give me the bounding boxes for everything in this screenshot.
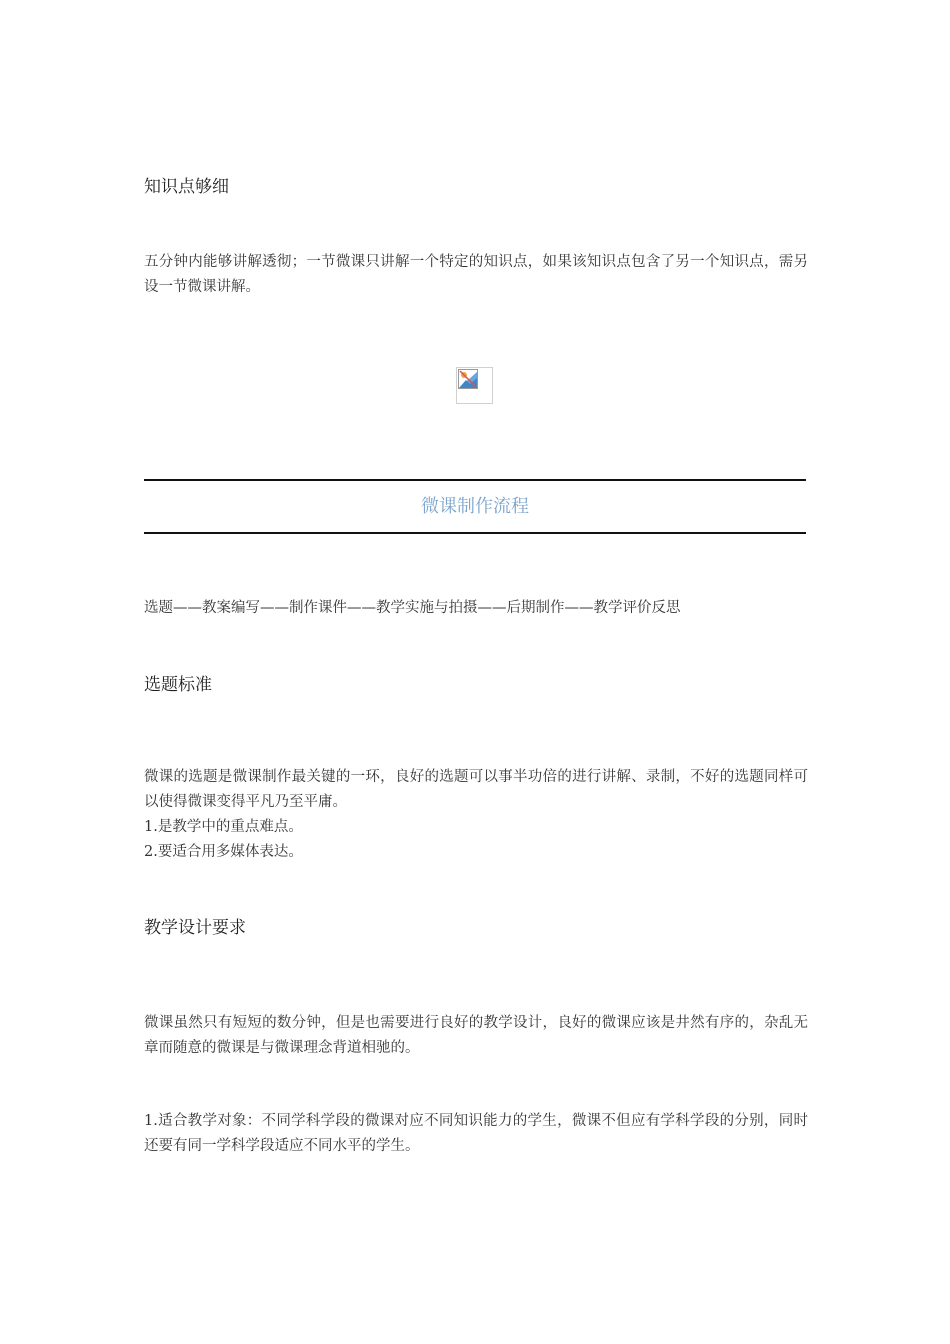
banner-title: 微课制作流程: [421, 496, 529, 517]
section-heading-knowledge: 知识点够细: [144, 177, 229, 197]
topic-paragraph: [144, 765, 808, 865]
design-body-text: 微课虽然只有短短的数分钟，但是也需要进行良好的教学设计，良好的微课应该是井然有序的，杂乱无章而随意的微课是与微课理念背道相驰的。: [144, 1015, 808, 1056]
process-paragraph: [144, 596, 808, 621]
design-list-item: 1.适合教学对象：不同学科学段的微课对应不同知识能力的学生，微课不但应有学科学段的分别，同时还要有同一学科学段适应不同水平的学生。: [144, 1113, 808, 1154]
section-heading-topic: 选题标准: [144, 675, 212, 695]
design-list-paragraph: [144, 1109, 808, 1159]
topic-body-text: 微课的选题是微课制作最关键的一环，良好的选题可以事半功倍的进行讲解、录制，不好的选题同样可以使得微课变得平凡乃至平庸。: [144, 769, 808, 810]
knowledge-paragraph: [144, 250, 808, 300]
banner-top-rule: [144, 479, 806, 481]
image-placeholder: [456, 367, 493, 404]
topic-list-item: 1.是教学中的重点难点。: [144, 819, 303, 835]
knowledge-body-text: 五分钟内能够讲解透彻；一节微课只讲解一个特定的知识点，如果该知识点包含了另一个知识点，需另设一节微课讲解。: [144, 254, 808, 295]
broken-image-icon: [458, 369, 478, 389]
section-heading-design: 教学设计要求: [144, 918, 246, 938]
design-paragraph: [144, 1011, 808, 1061]
topic-list-item: 2.要适合用多媒体表达。: [144, 844, 303, 860]
process-text: 选题——教案编写——制作课件——教学实施与拍摄——后期制作——教学评价反思: [144, 600, 681, 616]
banner-bottom-rule: [144, 532, 806, 534]
